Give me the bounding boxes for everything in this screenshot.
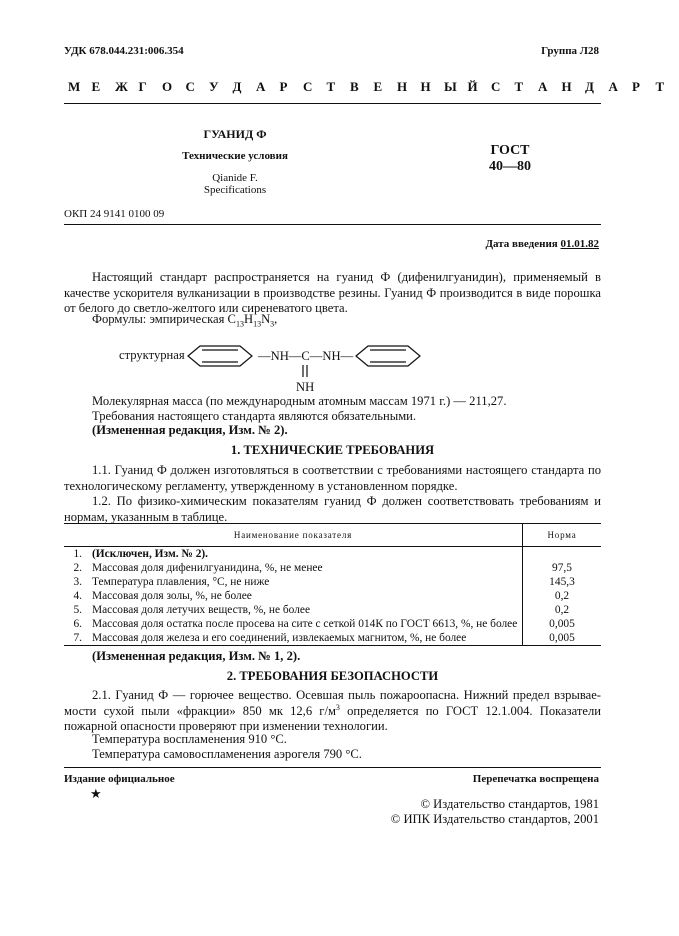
effective-date: [485, 238, 599, 250]
banner-letter: Н: [397, 79, 408, 94]
mandatory-note: Требования настоящего стандарта являются обязательными.: [92, 409, 417, 423]
imine-group: NH: [296, 380, 315, 394]
clause-1-2: 1.2. По физико-химическим показателям гуанид Ф должен соответствовать требованиям и нормам, указанным в таблице.: [64, 494, 601, 524]
banner-left: [68, 79, 491, 95]
formula-c: C: [227, 312, 236, 326]
table-row: [64, 589, 601, 603]
row-number: 2.: [73, 562, 82, 574]
table-row: [64, 575, 601, 589]
indicator-name: Массовая доля остатка после просева на сите с сеткой 014К по ГОСТ 6613, %, не более: [86, 617, 523, 631]
formula-h-count: 13: [253, 319, 262, 329]
molar-mass: Молекулярная масса (по международным атомным массам 1971 г.) — 211,27.: [92, 394, 507, 408]
formula-c-count: 13: [235, 319, 244, 329]
indicator-norm: 0,2: [554, 590, 570, 602]
row-number: 7.: [64, 631, 86, 646]
empirical-formula: [92, 312, 277, 329]
amide-chain: —NH—C—NH—: [258, 349, 354, 363]
table-row: [64, 547, 601, 562]
row-number: 4.: [73, 590, 82, 602]
banner-letter: С: [303, 79, 313, 94]
banner-letter: В: [350, 79, 359, 94]
benzene-ring-right: [356, 346, 420, 366]
star-icon: ★: [90, 786, 102, 801]
banner-letter: А: [538, 79, 548, 94]
structural-formula-diagram: [184, 340, 434, 396]
banner-letter: Р: [632, 79, 640, 94]
indicator-norm: [523, 547, 602, 562]
effective-date-label: Дата введения: [485, 238, 558, 250]
autoignition-temperature: Температура самовоспламенения аэрогеля 790 °С.: [92, 747, 362, 761]
title-rule: [64, 224, 601, 225]
row-number: 6.: [73, 618, 82, 630]
formula-label: Формулы: эмпирическая: [92, 312, 225, 326]
banner-letter: Д: [232, 79, 242, 94]
cubic-superscript: 3: [335, 702, 340, 712]
indicator-name: Массовая доля дифенилгуанидина, %, не менее: [86, 561, 523, 575]
formula-n-count: 3: [270, 319, 275, 329]
banner-letter: Ж: [115, 79, 128, 94]
table-row: [64, 617, 601, 631]
table-header-row: [64, 524, 601, 547]
section-2-heading: 2. ТРЕБОВАНИЯ БЕЗОПАСНОСТИ: [226, 669, 439, 683]
banner-letter: Е: [373, 79, 383, 94]
row-number: 5.: [73, 604, 82, 616]
clause-2-1: [64, 688, 601, 735]
banner-letter: Г: [138, 79, 147, 94]
banner-letter: Д: [585, 79, 594, 94]
structural-label: структурная: [119, 348, 185, 362]
clause-1-1: 1.1. Гуанид Ф должен изготовляться в соответствии с требованиями настоящего стандарта по технологическому регламенту, утвержденному в установленном порядке.: [64, 463, 601, 493]
scope-paragraph: Настоящий стандарт распространяется на гуанид Ф (дифенилгуанидин), применяемый в качестве ускорителя вулканизации в производстве резины. Гуанид Ф производится в виде порошка от белого до светло-желтого или сиреневатого цвета.: [64, 270, 601, 315]
clause-2-1-part-b: определяется по ГОСТ 12.1.004. Показатели пожарной опасности проверяют при изменении технологии.: [64, 703, 601, 733]
banner-right: [491, 79, 679, 95]
banner-letter: Т: [655, 79, 665, 94]
banner-letter: У: [209, 79, 219, 94]
indicator-name: Температура плавления, °С, не ниже: [86, 575, 523, 589]
indicator-norm: 0,2: [554, 604, 570, 616]
formula-tail: ,: [274, 312, 278, 326]
banner-letter: А: [256, 79, 266, 94]
banner-letter: Н: [561, 79, 572, 94]
reprint-prohibited: Перепечатка воспрещена: [472, 773, 599, 785]
effective-date-value: 01.01.82: [560, 238, 599, 250]
product-title: ГУАНИД Ф: [203, 127, 267, 141]
column-name-header: Наименование показателя: [64, 524, 523, 547]
header-rule: [64, 103, 601, 104]
benzene-ring-left: [188, 346, 252, 366]
interstate-standard-banner: [68, 79, 665, 95]
english-title-1: Qianide F.: [212, 172, 258, 184]
double-bond: [303, 365, 307, 377]
indicator-name: (Исключен, Изм. № 2).: [86, 547, 523, 562]
indicator-norm: 97,5: [552, 562, 572, 574]
banner-letter: О: [162, 79, 173, 94]
copyright-1981: © Издательство стандартов, 1981: [420, 797, 599, 811]
banner-letter: С: [185, 79, 195, 94]
indicator-norm: 145,3: [549, 576, 575, 588]
gost-label: ГОСТ: [490, 143, 530, 158]
banner-letter: Й: [467, 79, 478, 94]
formula-h: H: [243, 312, 254, 326]
row-number: 1.: [73, 548, 82, 560]
group-code: Группа Л28: [541, 45, 599, 57]
banner-letter: Ы: [444, 79, 457, 94]
revision-note-2: (Измененная редакция, Изм. № 1, 2).: [92, 649, 301, 663]
copyright-2001: © ИПК Издательство стандартов, 2001: [390, 812, 599, 826]
flash-temperature: Температура воспламенения 910 °С.: [92, 732, 287, 746]
row-number: 3.: [73, 576, 82, 588]
official-edition: Издание официальное: [64, 773, 175, 785]
banner-letter: М: [68, 79, 81, 94]
banner-letter: С: [491, 79, 501, 94]
product-subtitle: Технические условия: [182, 150, 288, 162]
column-norm-header: Норма: [523, 524, 602, 547]
gost-number: 40—80: [489, 159, 531, 174]
indicator-name: Массовая доля железа и его соединений, извлекаемых магнитом, %, не более: [86, 631, 523, 646]
indicator-name: Массовая доля летучих веществ, %, не более: [86, 603, 523, 617]
clause-2-1-part-a: 2.1. Гуанид Ф — горючее вещество. Осевшая пыль пожароопасна. Нижний предел взрывае-мости сухой пыли «фракции» 850 мк 12,6 г/м: [64, 688, 601, 718]
okp-code: ОКП 24 9141 0100 09: [64, 208, 165, 220]
section-1-heading: 1. ТЕХНИЧЕСКИЕ ТРЕБОВАНИЯ: [230, 443, 435, 457]
banner-letter: Т: [326, 79, 336, 94]
banner-letter: Н: [420, 79, 431, 94]
properties-table: [64, 523, 601, 646]
udk-code: УДК 678.044.231:006.354: [64, 45, 184, 57]
footer-rule: [64, 767, 601, 768]
banner-letter: Т: [514, 79, 524, 94]
indicator-norm: 0,005: [523, 631, 602, 646]
indicator-norm: 0,005: [549, 618, 575, 630]
table-row: [64, 561, 601, 575]
formula-n: N: [261, 312, 271, 326]
banner-letter: Р: [279, 79, 288, 94]
banner-letter: А: [608, 79, 618, 94]
indicator-name: Массовая доля золы, %, не более: [86, 589, 523, 603]
table-row: [64, 603, 601, 617]
table-row: [64, 631, 601, 646]
banner-letter: Е: [91, 79, 101, 94]
english-title-2: Specifications: [203, 184, 267, 196]
revision-note-1: (Измененная редакция, Изм. № 2).: [92, 423, 288, 437]
